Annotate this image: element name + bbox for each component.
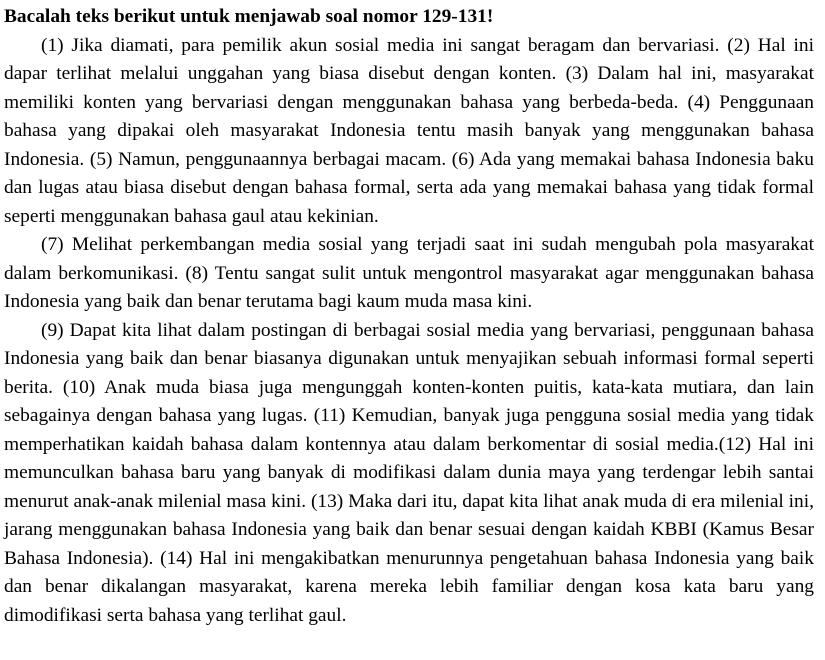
reading-passage [4, 3, 814, 630]
instruction-heading: Bacalah teks berikut untuk menjawab soal nomor 129-131! [4, 6, 494, 27]
paragraph-1: (1) Jika diamati, para pemilik akun sosial media ini sangat beragam dan bervariasi. (2) Hal ini dapar terlihat melalui unggahan yang biasa disebut dengan konten. (3) Dalam hal ini, masyarakat memiliki konten yang bervariasi dengan menggunakan bahasa yang berbeda-beda. (4) Penggunaan bahasa yang dipakai oleh masyarakat Indonesia tentu masih banyak yang menggunakan bahasa Indonesia. (5) Namun, penggunaannya berbagai macam. (6) Ada yang memakai bahasa Indonesia baku dan lugas atau biasa disebut dengan bahasa formal, serta ada yang memakai bahasa yang tidak formal seperti menggunakan bahasa gaul atau kekinian. [4, 34, 814, 227]
paragraph-2: (7) Melihat perkembangan media sosial yang terjadi saat ini sudah mengubah pola masyarakat dalam berkomunikasi. (8) Tentu sangat sulit untuk mengontrol masyarakat agar menggunakan bahasa Indonesia yang baik dan benar terutama bagi kaum muda masa kini. [4, 234, 814, 312]
paragraph-3: (9) Dapat kita lihat dalam postingan di berbagai sosial media yang bervariasi, penggunaan bahasa Indonesia yang baik dan benar biasanya digunakan untuk menyajikan sebuah informasi formal seperti berita. (10) Anak muda biasa juga mengunggah konten-konten puitis, kata-kata mutiara, dan lain sebagainya dengan bahasa yang lugas. (11) Kemudian, banyak juga pengguna sosial media yang tidak memperhatikan kaidah bahasa dalam kontennya atau dalam berkomentar di sosial media.(12) Hal ini memunculkan bahasa baru yang banyak di modifikasi dalam dunia maya yang terdengar lebih santai menurut anak-anak milenial masa kini. (13) Maka dari itu, dapat kita lihat anak muda di era milenial ini, jarang menggunakan bahasa Indonesia yang baik dan benar sesuai dengan kaidah KBBI (Kamus Besar Bahasa Indonesia). (14) Hal ini mengakibatkan menurunnya pengetahuan bahasa Indonesia yang baik dan benar dikalangan masyarakat, karena mereka lebih familiar dengan kosa kata baru yang dimodifikasi serta bahasa yang terlihat gaul. [4, 319, 814, 626]
